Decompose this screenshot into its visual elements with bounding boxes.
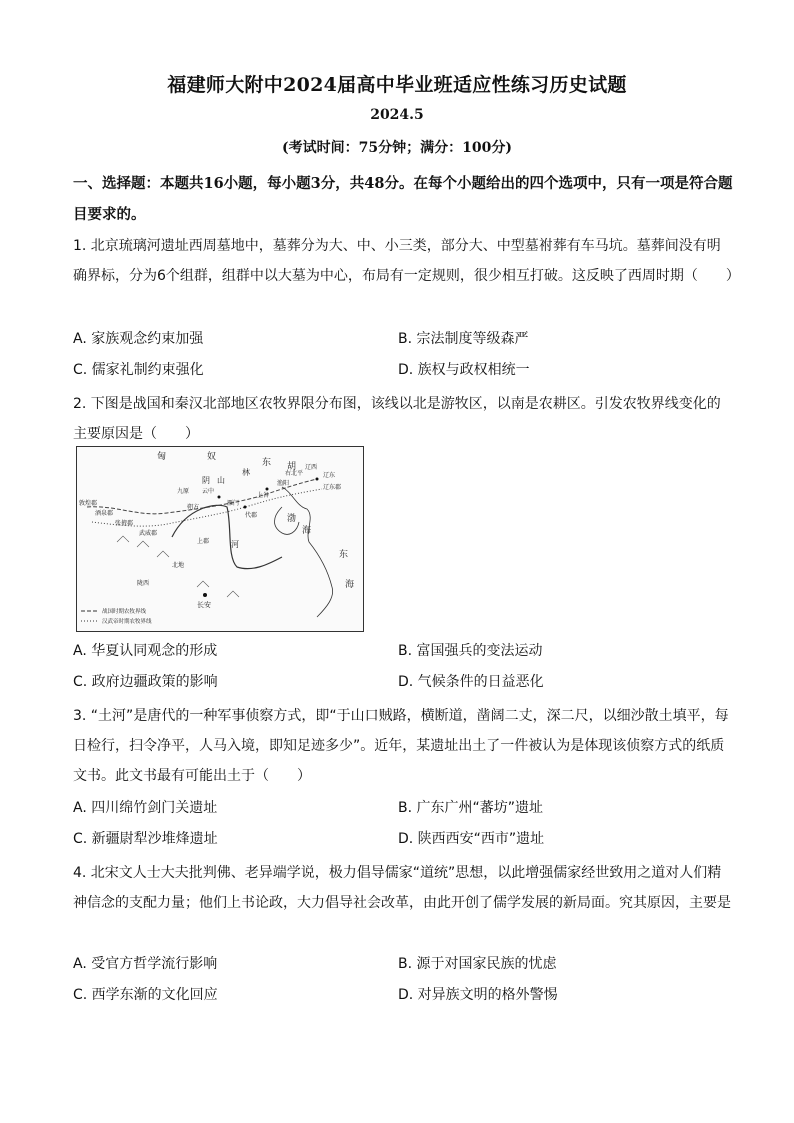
question-4-option-b[interactable]: B. 源于对国家民族的忧虑 bbox=[398, 956, 557, 972]
map-town-shanggu bbox=[266, 488, 269, 491]
map-label: 云中 bbox=[202, 488, 215, 495]
question-4-option-d[interactable]: D. 对异族文明的格外警惕 bbox=[398, 987, 558, 1003]
exam-date: 2024.5 bbox=[370, 107, 424, 123]
map-label: 东 bbox=[262, 458, 272, 468]
map-label: 辽西 bbox=[305, 464, 318, 471]
map-label: 匈 bbox=[157, 452, 167, 462]
question-4-stem: 4. 北宋文人士大夫批判佛、老异端学说，极力倡导儒家“道统”思想，以此增强儒家经世致用之道对人们精神信念的支配力量；他们上书论政，大力倡导社会改革，由此开创了儒学发展的新局面。究其原因，主要是 bbox=[73, 865, 731, 911]
map-label: 敦煌郡 bbox=[79, 500, 98, 507]
question-1-stem: 1. 北京琉璃河遗址西周墓地中，墓葬分为大、中、小三类，部分大、中型墓祔葬有车马坑。墓葬间没有明确界标，分为6个组群，组群中以大墓为中心，布局有一定规则，很少相互打破。这反映了西周时期（ ） bbox=[73, 238, 740, 284]
question-1-option-c[interactable]: C. 儒家礼制约束强化 bbox=[73, 362, 204, 378]
map-label: 北地 bbox=[172, 562, 185, 569]
map-label: 上谷 bbox=[257, 492, 270, 499]
map-label: 林 bbox=[242, 468, 250, 477]
question-3-option-b[interactable]: B. 广东广州“蕃坊”遗址 bbox=[398, 800, 544, 816]
map-label: 渔阳 bbox=[277, 480, 290, 487]
exam-info: (考试时间：75分钟；满分：100分) bbox=[282, 140, 512, 156]
question-2-option-b[interactable]: B. 富国强兵的变法运动 bbox=[398, 643, 543, 659]
question-4-option-a[interactable]: A. 受官方哲学流行影响 bbox=[73, 956, 218, 972]
map-label: 辽东郡 bbox=[323, 484, 342, 491]
map-yellow-river bbox=[172, 505, 282, 568]
map-label: 奴 bbox=[207, 452, 217, 462]
question-3-option-c[interactable]: C. 新疆尉犁沙堆烽遗址 bbox=[73, 831, 218, 847]
map-label: 九原 bbox=[177, 488, 190, 495]
map-label: 张掖郡 bbox=[115, 520, 134, 527]
map-label: 上郡 bbox=[197, 538, 210, 545]
question-3-option-d[interactable]: D. 陕西西安“西市”遗址 bbox=[398, 831, 545, 847]
question-3-option-a[interactable]: A. 四川绵竹剑门关遗址 bbox=[73, 800, 218, 816]
question-1-option-d[interactable]: D. 族权与政权相统一 bbox=[398, 362, 530, 378]
map-label: 辽东 bbox=[323, 472, 336, 479]
map-town-liaodong bbox=[316, 478, 319, 481]
map-label: 酒泉郡 bbox=[95, 510, 114, 517]
section-heading: 一、选择题：本题共16小题，每小题3分，共48分。在每个小题给出的四个选项中，只有一项是符合题目要求的。 bbox=[73, 175, 733, 223]
map-label: 山 bbox=[217, 476, 225, 485]
map-label: 胡 bbox=[287, 462, 297, 472]
legend-warring-states: 战国时期农牧界线 bbox=[102, 609, 147, 615]
map-label: 渤 bbox=[287, 514, 297, 524]
question-1-option-b[interactable]: B. 宗法制度等级森严 bbox=[398, 331, 529, 347]
question-2-option-a[interactable]: A. 华夏认同观念的形成 bbox=[73, 643, 218, 659]
map-town-changan bbox=[203, 593, 207, 597]
map-label: 阴 bbox=[202, 476, 210, 485]
map-town-yumen bbox=[244, 506, 247, 509]
map-coastline bbox=[282, 487, 333, 617]
legend-han: 汉武帝时期农牧界线 bbox=[102, 619, 152, 625]
map-label: 河 bbox=[231, 540, 239, 549]
question-1-option-a[interactable]: A. 家族观念约束加强 bbox=[73, 331, 204, 347]
question-3-stem: 3. “土河”是唐代的一种军事侦察方式，即“于山口贼路，横断道，凿阔二丈，深二尺，以细沙散土填平，每日检行，扫令净平，人马入境，即知足迹多少”。近年，某遗址出土了一件被认为是体现该侦察方式的纸质文书。此文书最有可能出土于（ ） bbox=[73, 708, 729, 784]
map-label: 海 bbox=[345, 580, 355, 590]
map-label: 长安 bbox=[197, 601, 211, 609]
map-label: 右北平 bbox=[285, 470, 304, 477]
map-label: 东 bbox=[339, 550, 349, 560]
map-label: 雁门 bbox=[227, 500, 240, 507]
page-title: 福建师大附中2024届高中毕业班适应性练习历史试题 bbox=[167, 74, 627, 96]
map-label: 海 bbox=[302, 526, 312, 536]
map-label: 武威郡 bbox=[139, 530, 158, 537]
question-2-option-c[interactable]: C. 政府边疆政策的影响 bbox=[73, 674, 218, 690]
map-label: 陇西 bbox=[137, 580, 150, 587]
map-town-yunzhong bbox=[218, 496, 221, 499]
question-2-stem: 2. 下图是战国和秦汉北部地区农牧界限分布图，该线以北是游牧区，以南是农耕区。引发农牧界线变化的主要原因是（ ） bbox=[73, 396, 721, 442]
question-2-option-d[interactable]: D. 气候条件的日益恶化 bbox=[398, 674, 544, 690]
map-label: 朔方 bbox=[187, 504, 200, 511]
question-4-option-c[interactable]: C. 西学东渐的文化回应 bbox=[73, 987, 218, 1003]
agro-pastoral-boundary-map bbox=[76, 446, 364, 632]
map-label: 代郡 bbox=[245, 512, 258, 519]
